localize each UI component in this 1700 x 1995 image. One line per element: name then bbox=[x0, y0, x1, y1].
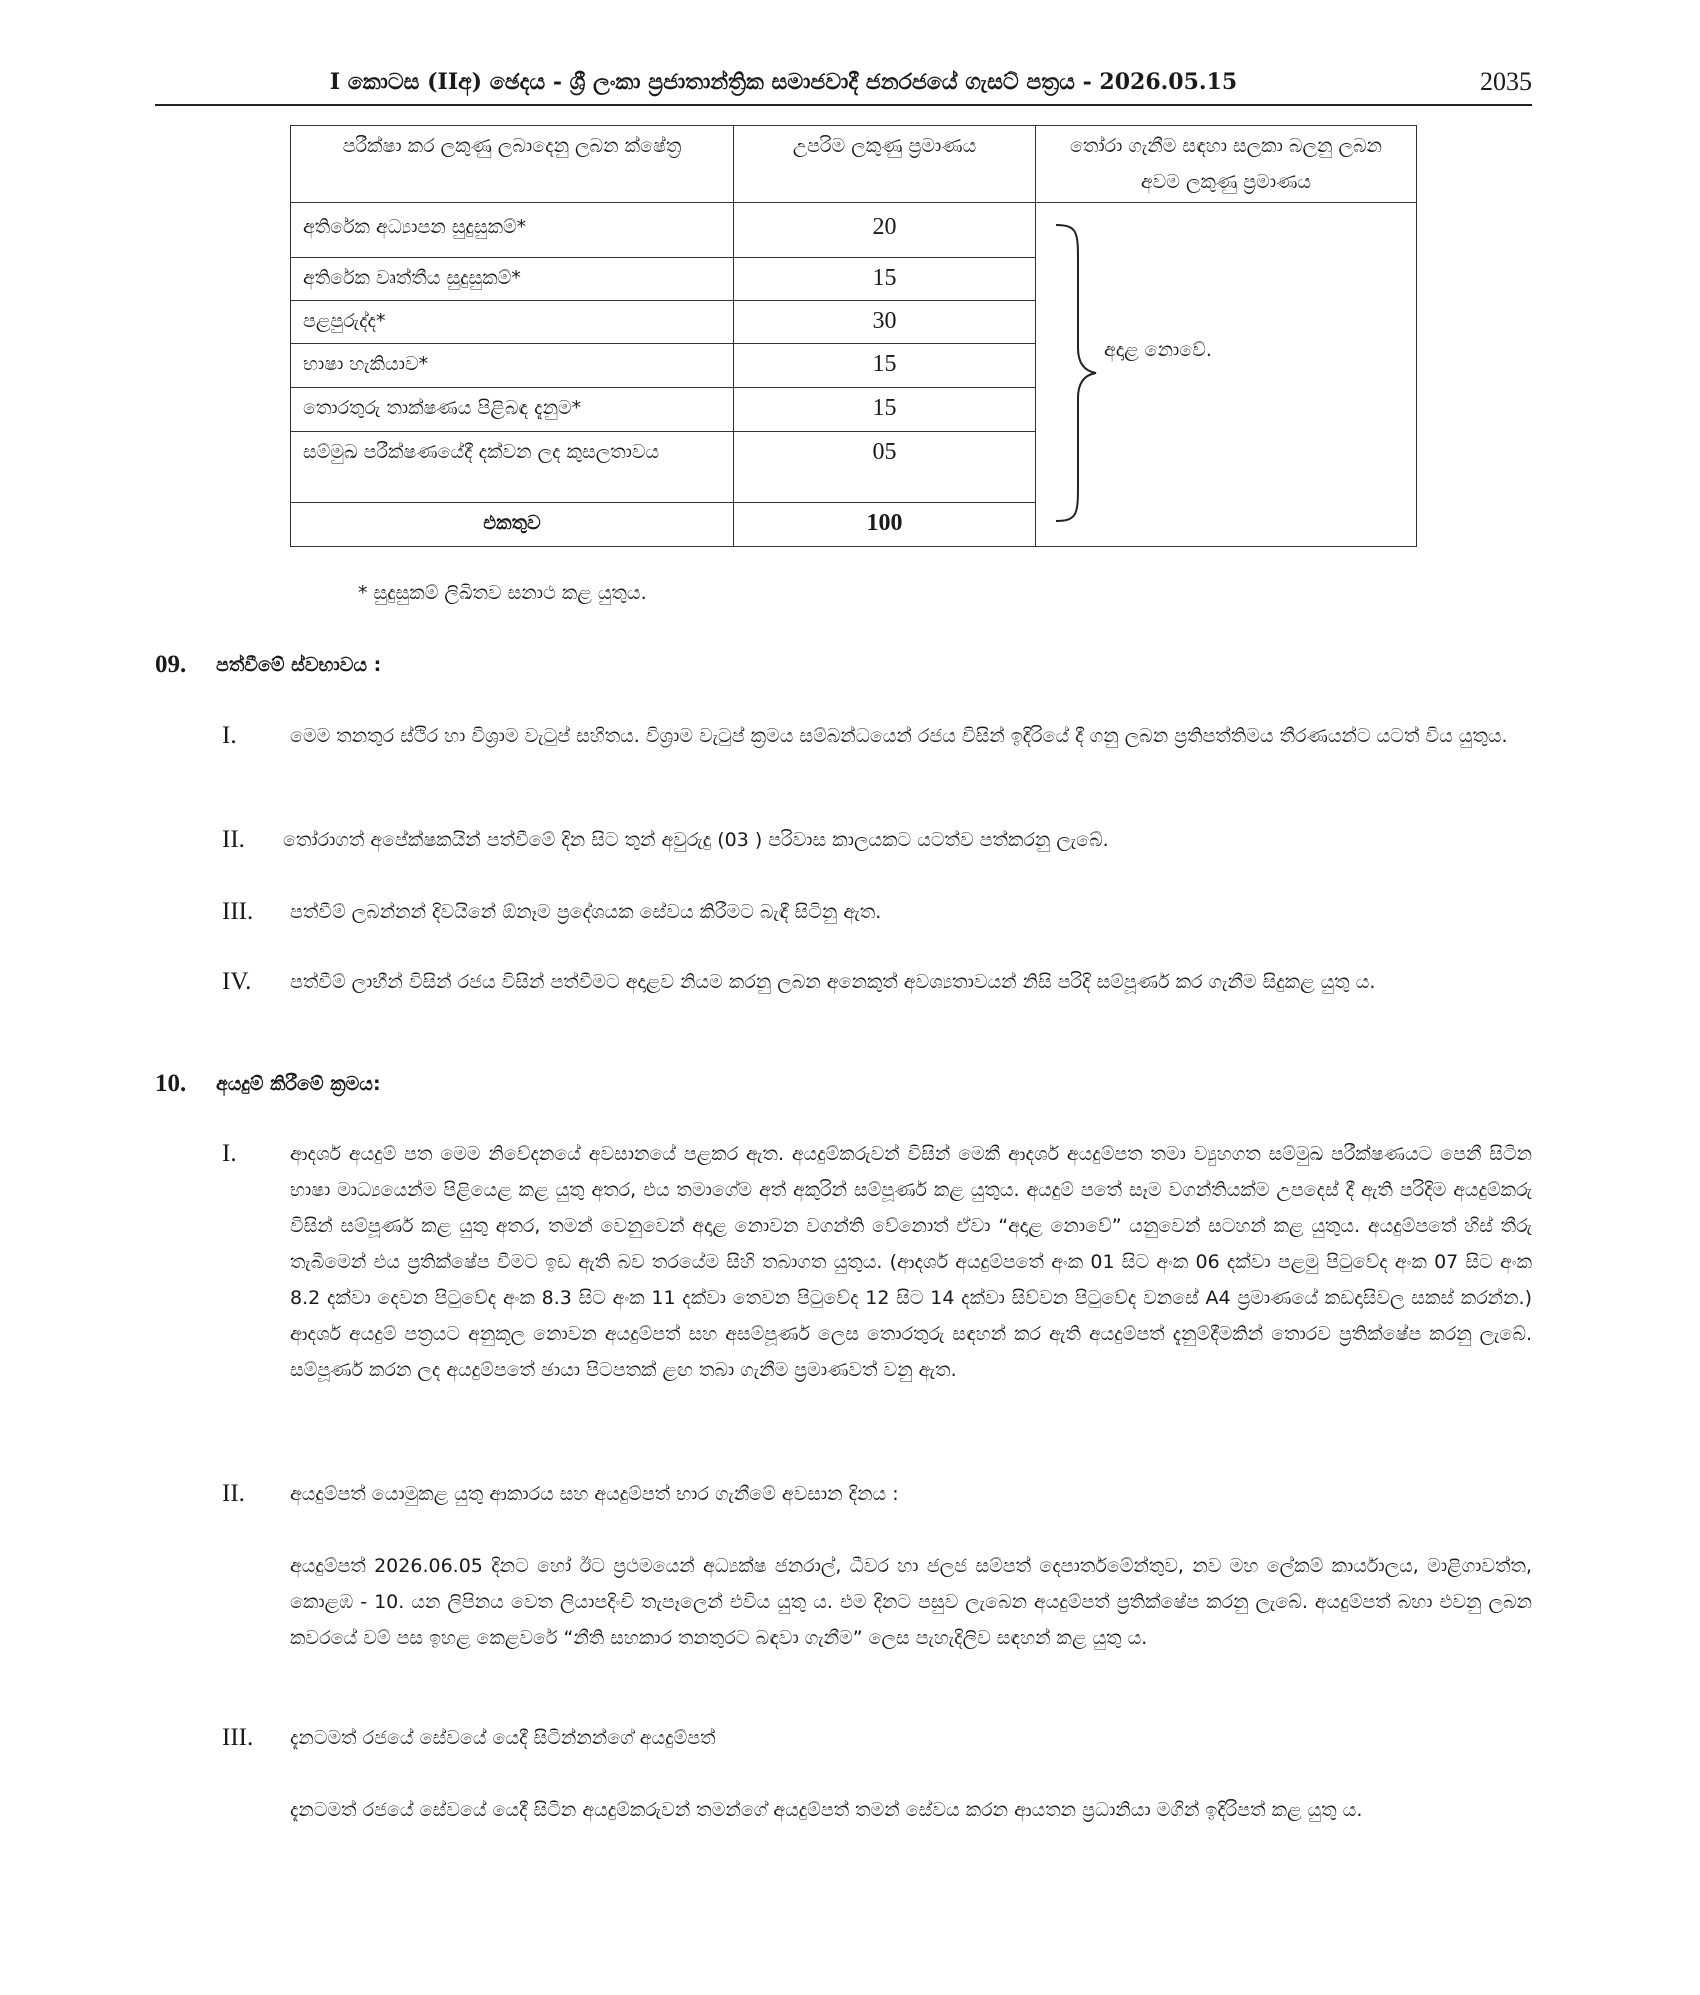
section-10-item-2: අයදුම්පත් යොමුකළ යුතු ආකාරය සහ අයදුම්පත් භාර ගැනීමේ අවසාන දිනය : bbox=[290, 1483, 899, 1505]
field-cell: අතිරේක වෘත්තීය සුදුසුකම්* bbox=[291, 258, 734, 301]
section-09-item-3: පත්වීම් ලබන්නන් දිවයිනේ ඕනෑම ප්‍රදේශයක සේවය කිරීමට බැඳී සිටිනු ඇත. bbox=[290, 901, 882, 923]
total-value: 100 bbox=[734, 503, 1036, 547]
max-cell: 15 bbox=[734, 344, 1036, 388]
footnote: * සුදුසුකම් ලිඛිතව සනාථ කළ යුතුය. bbox=[358, 582, 647, 604]
header-rule bbox=[155, 104, 1532, 106]
item-number: III. bbox=[222, 1724, 254, 1751]
gazette-title: I කොටස (IIඅ) ඡෙදය - ශ්‍රී ලංකා ප්‍රජාතාන්ත්‍රික සමාජවාදී ජනරජයේ ගැසට් පත්‍රය - 2026.05.15 bbox=[329, 69, 1238, 95]
item-number: II. bbox=[222, 1480, 245, 1507]
section-10-title: අයදුම් කිරීමේ ක්‍රමය: bbox=[216, 1073, 381, 1095]
item-number: I. bbox=[222, 722, 237, 749]
header-min-marks: තෝරා ගැනීම සඳහා සලකා බලනු ලබන අවම ලකුණු ප්‍රමාණය bbox=[1036, 126, 1417, 203]
section-10-item-1: ආදර්ශ අයදුම් පත මෙම නිවේදනයේ අවසානයේ පළකර ඇත. අයදුම්කරුවන් විසින් මෙකී ආදර්ශ අයදුම්පත තමා ව්‍යුහගත සම්මුඛ පරීක්ෂණයට පෙනී සිටින භාෂා මාධ්‍යයෙන්ම පිළියෙළ කළ යුතු අතර, එය තමාගේම අත් අකුරින් සම්පූර්ණ කළ යුතුය. අයදුම් පතේ සෑම වගන්තියක්ම උපදෙස් දී ඇති පරිදිම අයදුම්කරු විසින් සම්පූර්ණ කළ යුතු අතර, තමන් වෙනුවෙන් අදාළ නොවන වගන්ති වේනොත් ඒවා “අදාළ නොවේ” යනුවෙන් සටහන් කළ යුතුය. අයදුම්පතේ හිස් තීරු තැබීමෙන් එය ප්‍රතික්ෂේප වීමට ඉඩ ඇති බව තරයේම සිහි තබාගත යුතුය. (ආදර්ශ අයදුම්පතේ අංක 01 සිට අංක 06 දක්වා පළමු පිටුවේද අංක 07 සිට අංක 8.2 දක්වා දෙවන පිටුවේද අංක 8.3 සිට අංක 11 දක්වා තෙවන පිටුවේද 12 සිට 14 දක්වා සිව්වන පිටුවේද වනසේ A4 ප්‍රමාණයේ කඩදාසිවල සකස් කරන්න.) ආදර්ශ අයදුම් පත්‍රයට අනුකූල නොවන අයදුම්පත් සහ අසම්පූර්ණ ලෙස තොරතුරු සඳහන් කර ඇති අයදුම්පත් දැනුම්දීමකින් තොරව ප්‍රතික්ෂේප කරනු ලැබේ. සම්පූර්ණ කරන ලද අයදුම්පතේ ඡායා පිටපතක් ළඟ තබා ගැනීම ප්‍රමාණවත් වනු ඇත. bbox=[290, 1143, 1532, 1381]
section-10-item-3-detail: දැනටමත් රජයේ සේවයේ යෙදී සිටින අයදුම්කරුවන් තමන්ගේ අයදුම්පත් තමන් සේවය කරන ආයතන ප්‍රධානියා මගින් ඉදිරිපත් කළ යුතු ය. bbox=[290, 1799, 1363, 1821]
section-10-item-2-detail: අයදුම්පත් 2026.06.05 දිනට හෝ ඊට ප්‍රථමයෙන් අධ්‍යක්ෂ ජනරාල්, ධීවර හා ජලජ සම්පත් දෙපාර්තමේන්තුව, නව මහ ලේකම් කාර්යාලය, මාළිගාවත්ත, කොළඹ - 10. යන ලිපිනය වෙත ලියාපදිංචි තැපෑලෙන් එවිය යුතු ය. එම දිනට පසුව ලැබෙන අයදුම්පත් ප්‍රතික්ෂේප කරනු ලැබේ. අයදුම්පත් බහා එවනු ලබන කවරයේ වම් පස ඉහළ කෙළවරේ “නීති සහකාර තනතුරට බඳවා ගැනීම” ලෙස පැහැදිලිව සඳහන් කළ යුතු ය. bbox=[290, 1555, 1532, 1649]
section-09-item-1: මෙම තනතුර ස්ථිර හා විශ්‍රාම වැටුප් සහිතය. විශ්‍රාම වැටුප් ක්‍රමය සම්බන්ධයෙන් රජය විසින් ඉදිරියේ දී ගනු ලබන ප්‍රතිපත්තිමය තීරණයන්ට යටත් විය යුතුය. bbox=[290, 725, 1508, 747]
section-09-item-2: තෝරාගත් අපේක්ෂකයින් පත්වීමේ දින සිට තුන් අවුරුදු (03 ) පරිවාස කාලයකට යටත්ව පත්කරනු ලැබේ. bbox=[283, 829, 1109, 851]
section-09-title: පත්වීමේ ස්වභාවය : bbox=[216, 654, 382, 676]
max-cell: 05 bbox=[734, 432, 1036, 503]
field-cell: භාෂා හැකියාව* bbox=[291, 344, 734, 388]
section-10-number: 10. bbox=[155, 1070, 187, 1097]
field-cell: පළපුරුද්ද* bbox=[291, 301, 734, 344]
min-marks-cell bbox=[1036, 203, 1417, 547]
total-label: එකතුව bbox=[291, 503, 734, 547]
item-number: III. bbox=[222, 898, 254, 925]
marks-table bbox=[290, 125, 1417, 547]
table-row bbox=[291, 203, 1417, 258]
section-10-item-3: දැනටමත් රජයේ සේවයේ යෙදී සිටින්නන්ගේ අයදුම්පත් bbox=[290, 1727, 716, 1749]
item-number: I. bbox=[222, 1140, 237, 1167]
max-cell: 20 bbox=[734, 203, 1036, 258]
item-number: IV. bbox=[222, 968, 252, 995]
max-cell: 30 bbox=[734, 301, 1036, 344]
header-field: පරීක්ෂා කර ලකුණු ලබාදෙනු ලබන ක්ෂේත්‍ර bbox=[291, 126, 734, 203]
max-cell: 15 bbox=[734, 388, 1036, 432]
brace-icon bbox=[1054, 223, 1098, 523]
page-number: 2035 bbox=[1480, 67, 1532, 96]
section-09-number: 09. bbox=[155, 651, 187, 678]
item-number: II. bbox=[222, 826, 245, 853]
field-cell: අතිරේක අධ්‍යාපන සුදුසුකම්* bbox=[291, 203, 734, 258]
field-cell: තොරතුරු තාක්ෂණය පිළිබඳ දැනුම* bbox=[291, 388, 734, 432]
header-max-marks: උපරිම ලකුණු ප්‍රමාණය bbox=[734, 126, 1036, 203]
max-cell: 15 bbox=[734, 258, 1036, 301]
section-09-item-4: පත්වීම් ලාභීන් විසින් රජය විසින් පත්වීමට අදාළව නියම කරනු ලබන අනෙකුත් අවශ්‍යතාවයන් නිසි පරිදි සම්පූර්ණ කර ගැනීම සිදුකළ යුතු ය. bbox=[290, 971, 1376, 993]
page-header bbox=[155, 62, 1532, 102]
field-cell: සම්මුඛ පරීක්ෂණයේදී දක්වන ලද කුසලතාවය bbox=[291, 432, 734, 503]
not-applicable-text: අදාළ නොවේ. bbox=[1104, 339, 1212, 361]
